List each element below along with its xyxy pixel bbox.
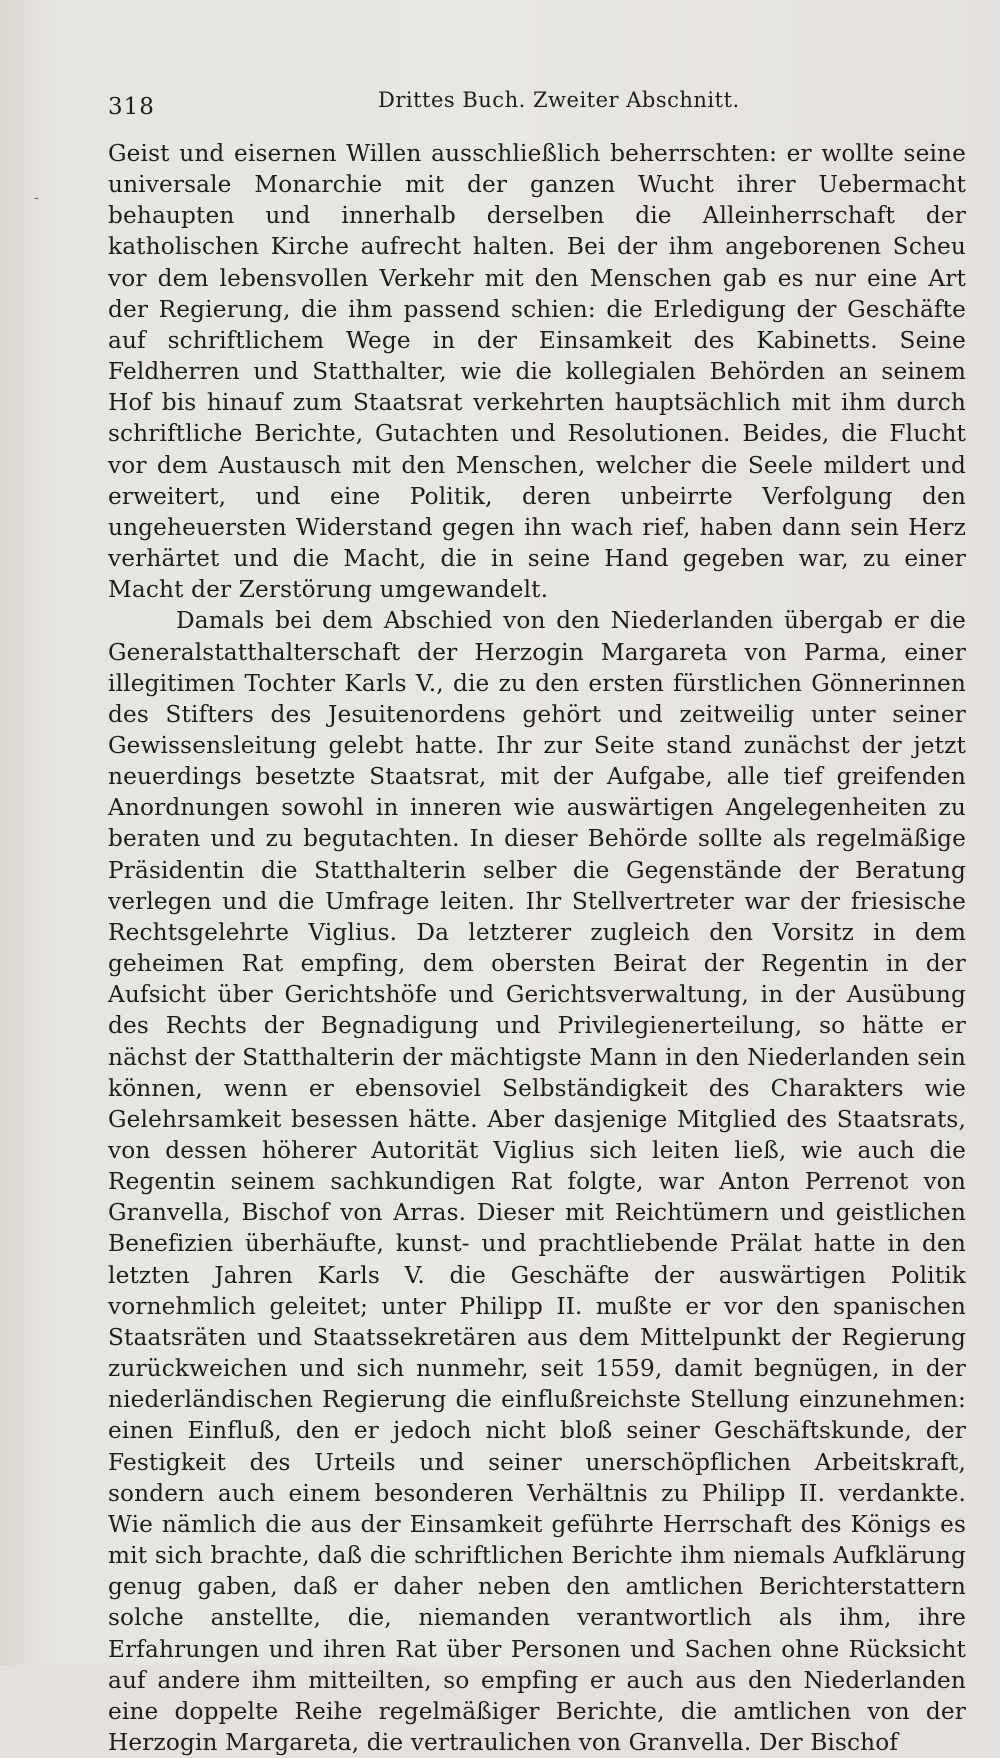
paragraph-margareta: Damals bei dem Abschied von den Niederlanden übergab er die Generalstatthalterschaft der Herzogin Margareta von Parma, einer illegitimen Tochter Karls V., die zu den ersten fürstlichen Gönnerinnen des Stifters des Jesuitenordens gehört und zeitweilig unter seiner Gewissensleitung gelebt hatte. Ihr zur Seite stand zunächst der jetzt neuerdings besetzte Staatsrat, mit der Aufgabe, alle tief greifenden Anordnungen sowohl in inneren wie auswärtigen Angelegenheiten zu beraten und zu begutachten. In dieser Behörde sollte als regelmäßige Präsidentin die Statthalterin selber die Gegenstände der Beratung verlegen und die Umfrage leiten. Ihr Stellvertreter war der friesische Rechtsgelehrte Viglius. Da letzterer zugleich den Vorsitz in dem geheimen Rat empfing, dem obersten Beirat der Regentin in der Aufsicht über Gerichtshöfe und Gerichtsverwaltung, in der Ausübung des Rechts der Begnadigung und Privilegienerteilung, so hätte er nächst der Statthalterin der mächtigste Mann in den Niederlanden sein können, wenn er ebensoviel Selbständigkeit des Charakters wie Gelehrsamkeit besessen hätte. Aber dasjenige Mitglied des Staatsrats, von dessen höherer Autorität Viglius sich leiten ließ, wie auch die Regentin seinem sachkundigen Rat folgte, war Anton Perrenot von Granvella, Bischof von Arras. Dieser mit Reichtümern und geistlichen Benefizien überhäufte, kunst- und prachtliebende Prälat hatte in den letzten Jahren Karls V. die Geschäfte der auswärtigen Politik vornehmlich geleitet; unter Philipp II. mußte er vor den spanischen Staatsräten und Staatssekretären aus dem Mittelpunkt der Regierung zurückweichen und sich nunmehr, seit 1559, damit begnügen, in der niederländischen Regierung die einflußreichste Stellung einzunehmen: einen Einfluß, den er jedoch nicht bloß seiner Geschäftskunde, der Festigkeit des Urteils und seiner unerschöpflichen Arbeitskraft, sondern auch einem besonderen Verhältnis zu Philipp II. verdankte. Wie nämlich die aus der Einsamkeit geführte Herrschaft des Königs es mit sich brachte, daß die schriftlichen Berichte ihm niemals Aufklärung genug gaben, daß er daher neben den amtlichen Berichterstattern solche anstellte, die, niemanden verantwortlich als ihm, ihre Erfahrungen und ihren Rat über Personen und Sachen ohne Rücksicht auf andere ihm mitteilten, so empfing er auch aus den Niederlanden eine doppelte Reihe regelmäßiger Berichte, die amtlichen von der Herzogin Margareta, die vertraulichen von Granvella. Der Bischof [108, 607, 966, 1756]
page-number: 318 [108, 94, 155, 120]
margin-mark: - [34, 190, 39, 206]
page-header [108, 84, 968, 124]
running-head: Drittes Buch. Zweiter Abschnitt. [378, 88, 740, 112]
body-text [108, 138, 966, 1758]
paragraph-continued: Geist und eisernen Willen ausschließlich beherrschten: er wollte seine universale Monarchie mit der ganzen Wucht ihrer Uebermacht behaupten und innerhalb derselben die Alleinherrschaft der katholischen Kirche aufrecht halten. Bei der ihm angeborenen Scheu vor dem lebensvollen Verkehr mit den Menschen gab es nur eine Art der Regierung, die ihm passend schien: die Erledigung der Geschäfte auf schriftlichem Wege in der Einsamkeit des Kabinetts. Seine Feldherren und Statthalter, wie die kollegialen Behörden an seinem Hof bis hinauf zum Staatsrat verkehrten hauptsächlich mit ihm durch schriftliche Berichte, Gutachten und Resolutionen. Beides, die Flucht vor dem Austausch mit den Menschen, welcher die Seele mildert und erweitert, und eine Politik, deren unbeirrte Verfolgung den ungeheuersten Widerstand gegen ihn wach rief, haben dann sein Herz verhärtet und die Macht, die in seine Hand gegeben war, zu einer Macht der Zerstörung umgewandelt. [108, 140, 966, 604]
